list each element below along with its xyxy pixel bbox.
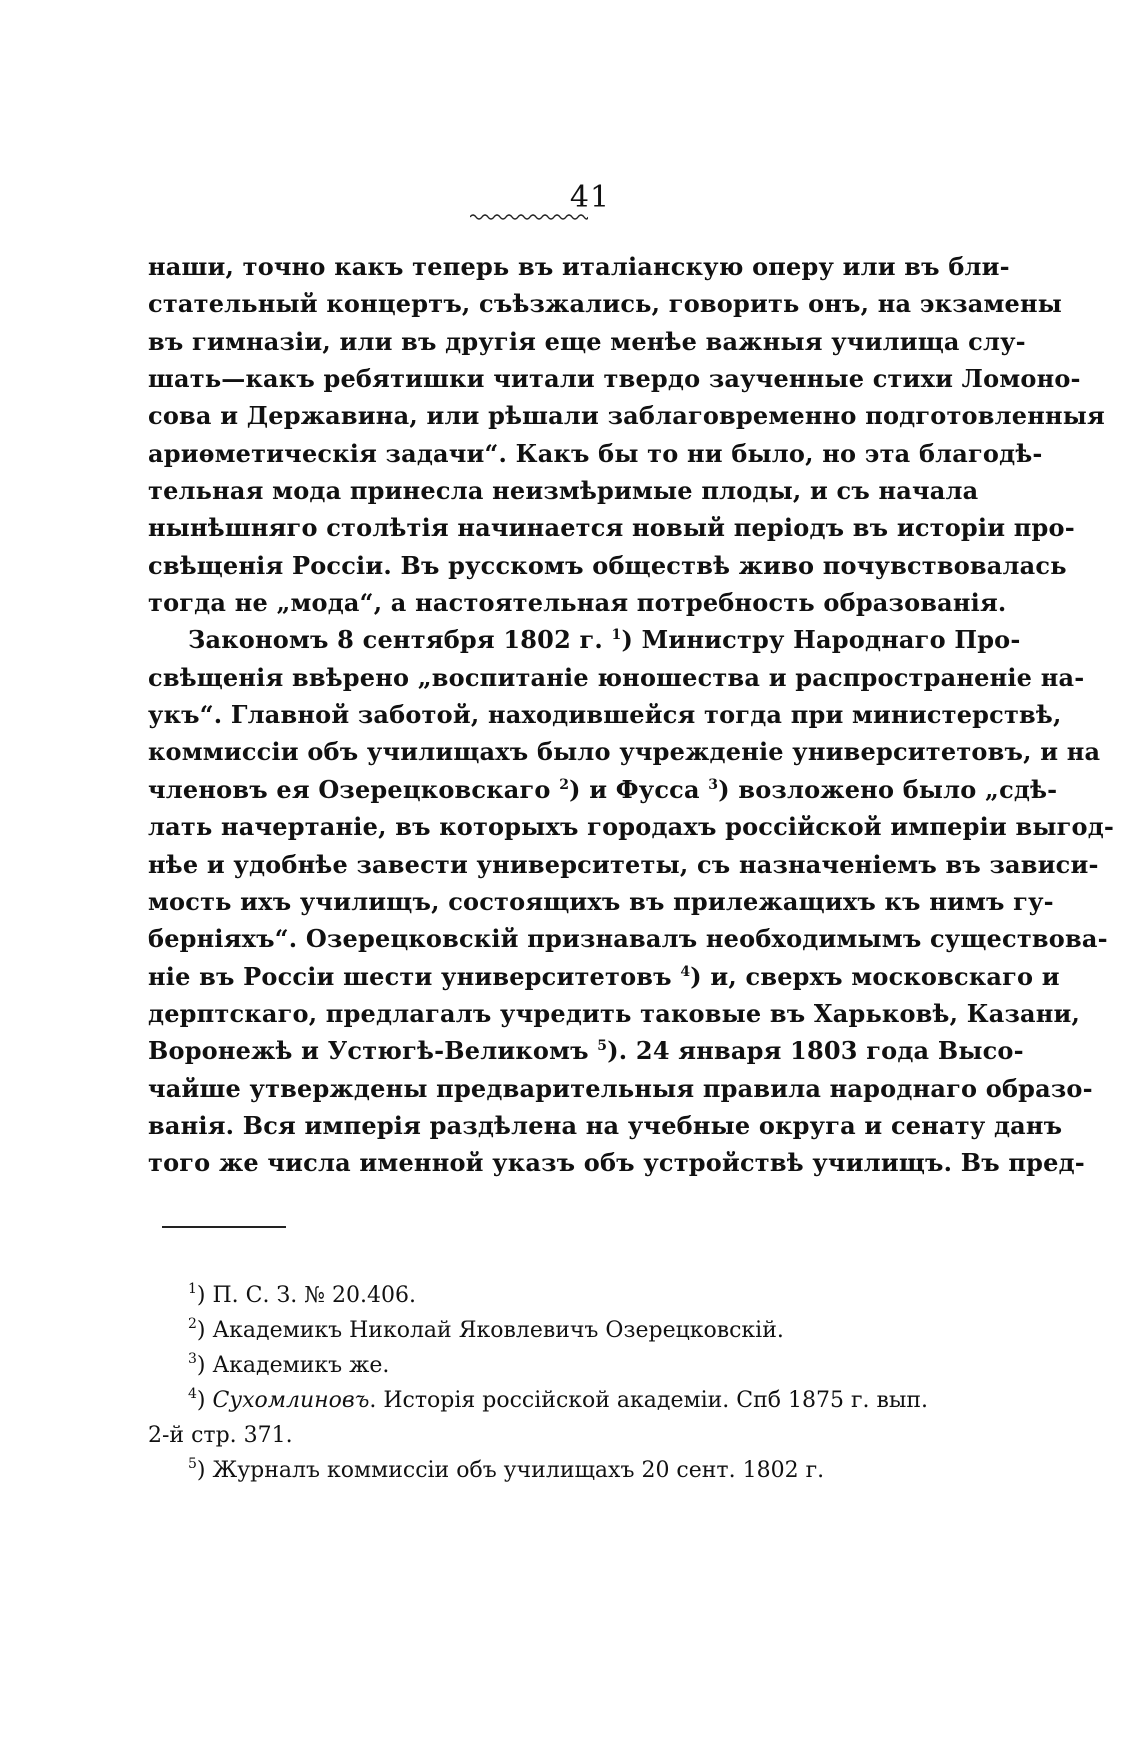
footnote-text: ) П. С. З. № 20.406. xyxy=(196,1283,416,1308)
text-line: лать начертаніе, въ которыхъ городахъ россійской имперіи выгод- xyxy=(148,812,1115,842)
footnote xyxy=(148,1313,908,1348)
main-text xyxy=(148,248,1115,1182)
text-line: тельная мода принесла неизмѣримые плоды, и съ начала xyxy=(148,476,979,506)
text-line: свѣщенія Россіи. Въ русскомъ обществѣ живо почувствовалась xyxy=(148,550,1067,580)
footnotes xyxy=(148,1278,929,1488)
text-line: наши, точно какъ теперь въ италіанскую оперу или въ бли- xyxy=(148,252,1010,281)
footnote-number: 4 xyxy=(188,1386,197,1402)
text-line: ванія. Вся имперія раздѣлена на учебные округа и сенату данъ xyxy=(148,1110,1063,1140)
text-fragment: ) Министру Народнаго Про- xyxy=(621,625,1021,655)
footnote xyxy=(148,1278,908,1313)
text-line: того же числа именной указъ объ устройствѣ училищъ. Въ пред- xyxy=(148,1148,1085,1178)
text-line: шать—какъ ребятишки читали твердо заученные стихи Ломоно- xyxy=(148,364,1081,394)
text-line xyxy=(148,771,1058,808)
footnote-ref: 1 xyxy=(611,627,622,644)
text-line: сова и Державина, или рѣшали заблаговременно подготовленныя xyxy=(148,401,1105,431)
text-line: коммиссіи объ училищахъ было учрежденіе университетовъ, и на xyxy=(148,737,1101,767)
text-line: стательный концертъ, съѣзжались, говорить онъ, на экзамены xyxy=(148,289,1063,319)
text-fragment: ) и, сверхъ московскаго и xyxy=(690,961,1060,991)
text-line xyxy=(148,958,1060,995)
footnote-author: Сухомлиновъ xyxy=(212,1388,370,1413)
footnote-text: . Исторія россійской академіи. Спб 1875 г. вып. xyxy=(369,1388,929,1413)
text-line: дерптскаго, предлагалъ учредить таковые въ Харьковѣ, Казани, xyxy=(148,998,1081,1028)
wavy-rule xyxy=(470,212,588,222)
footnote: $^4$) Сухомлиновъ. Исторія россійской академіи. Спб 1875 г. вып. xyxy=(188,1386,929,1413)
text-fragment: Закономъ 8 сентября 1802 г. xyxy=(188,625,612,655)
text-fragment: членовъ ея Озерецковскаго xyxy=(148,774,560,804)
footnote-text: ) Академикъ же. xyxy=(196,1353,390,1378)
footnote-number: 5 xyxy=(188,1456,197,1472)
text-line xyxy=(148,621,1021,658)
page-number: 41 xyxy=(569,180,611,215)
text-line: въ гимназіи, или въ другія еще менѣе важныя училища слу- xyxy=(148,326,1026,356)
footnote xyxy=(148,1453,908,1488)
text-line: свѣщенія ввѣрено „воспитаніе юношества и распространеніе на- xyxy=(148,662,1085,692)
text-fragment: ). 24 января 1803 года Высо- xyxy=(607,1036,1024,1066)
text-line: чайше утверждены предварительныя правила народнаго образо- xyxy=(148,1073,1093,1103)
footnote-number: 3 xyxy=(188,1351,197,1367)
text-line: ариѳметическія задачи“. Какъ бы то ни было, но эта благодѣ- xyxy=(148,438,1043,468)
footnote-text: ) Академикъ Николай Яковлевичъ Озерецковскій. xyxy=(196,1318,784,1343)
footnote-ref: 4 xyxy=(680,963,691,980)
text-line: укъ“. Главной заботой, находившейся тогда при министерствѣ, xyxy=(148,700,1062,730)
footnote-ref: 5 xyxy=(597,1038,608,1055)
footnote-separator xyxy=(162,1226,286,1228)
text-line: мость ихъ училищъ, состоящихъ въ прилежащихъ къ нимъ гу- xyxy=(148,886,1054,916)
text-line: берніяхъ“. Озерецковскій признавалъ необходимымъ существова- xyxy=(148,924,1108,954)
text-line: тогда не „мода“, а настоятельная потребность образованія. xyxy=(148,588,1007,618)
footnote xyxy=(148,1348,908,1383)
footnote-number: 2 xyxy=(188,1316,197,1332)
footnote-ref: 2 xyxy=(559,776,570,793)
text-fragment: ) и Фусса xyxy=(569,774,709,804)
footnote-number: 1 xyxy=(188,1281,197,1297)
text-line xyxy=(148,1032,1024,1069)
text-line: нѣе и удобнѣе завести университеты, съ назначеніемъ въ зависи- xyxy=(148,849,1099,879)
text-line: нынѣшняго столѣтія начинается новый періодъ въ исторіи про- xyxy=(148,513,1075,543)
footnote-text: ) Журналъ коммиссіи объ училищахъ 20 сент. 1802 г. xyxy=(196,1458,825,1483)
text-fragment: ) возложено было „сдѣ- xyxy=(718,774,1058,804)
footnote-continuation: 2-й стр. 371. xyxy=(148,1423,293,1448)
footnote-ref: 3 xyxy=(708,776,719,793)
text-fragment: ніе въ Россіи шести университетовъ xyxy=(148,961,681,991)
text-fragment: Воронежѣ и Устюгѣ-Великомъ xyxy=(148,1036,598,1066)
